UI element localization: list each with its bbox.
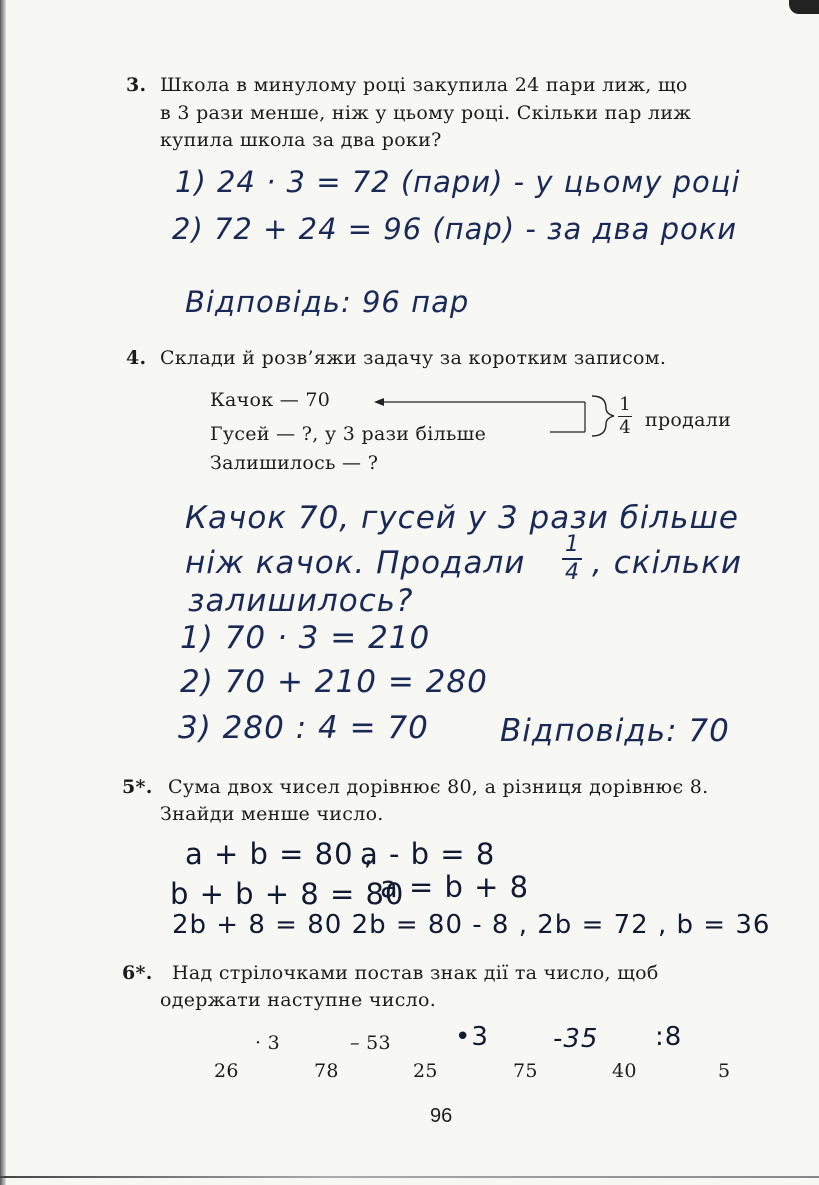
fraction-numerator: 1 xyxy=(619,394,631,415)
task4-number: 4. xyxy=(126,347,147,369)
task4-hw-condition-line3: залишилось? xyxy=(188,583,414,619)
task6-chain-number: 78 xyxy=(314,1060,339,1082)
task4-prompt: Склади й розв’яжи задачу за коротким записом. xyxy=(160,347,667,369)
task4-hw-condition-line2a: ніж качок. Продали xyxy=(185,545,526,581)
task4-solution-step1: 1) 70 · 3 = 210 xyxy=(180,620,431,656)
task4-scheme-arrows xyxy=(370,390,620,450)
task6-chain-number: 26 xyxy=(214,1060,239,1082)
task4-hw-condition-line1: Качок 70, гусей у 3 рази більше xyxy=(185,500,739,536)
task6-op-hw-1: •3 xyxy=(455,1022,489,1052)
task4-scheme-remaining: Залишилось — ? xyxy=(210,452,379,474)
task4-sold-label: продали xyxy=(645,409,732,431)
task4-answer: Відповідь: 70 xyxy=(500,713,730,749)
task6-op-hw-2: -35 xyxy=(553,1024,599,1054)
task6-op-printed-1: · 3 xyxy=(255,1032,281,1054)
task6-number: 6*. xyxy=(122,962,153,984)
task4-scheme-ducks: Качок — 70 xyxy=(210,389,331,411)
hw-fraction-numerator: 1 xyxy=(565,532,579,557)
scan-bottom-edge xyxy=(0,1176,819,1178)
task5-number: 5*. xyxy=(122,776,153,798)
task4-hw-fraction xyxy=(562,534,582,584)
task5-hw-substitution: b + b + 8 = 80 xyxy=(170,877,405,911)
task5-text-line2: Знайди менше число. xyxy=(160,803,384,825)
scan-corner-shadow xyxy=(789,0,819,14)
task5-hw-equation2: a - b = 8 xyxy=(360,837,496,871)
task6-chain-number: 75 xyxy=(513,1060,538,1082)
task3-number: 3. xyxy=(126,74,147,96)
task5-hw-express-a: a = b + 8 xyxy=(380,870,530,904)
task3-answer: Відповідь: 96 пар xyxy=(185,285,470,319)
task6-op-hw-3: :8 xyxy=(655,1022,683,1052)
task6-op-printed-2: – 53 xyxy=(350,1032,391,1054)
task3-text-line3: купила школа за два роки? xyxy=(160,129,442,151)
task6-chain-number: 25 xyxy=(413,1060,438,1082)
task4-hw-condition-line2b: , скільки xyxy=(592,545,743,581)
task4-solution-step3: 3) 280 : 4 = 70 xyxy=(178,710,429,746)
task3-text-line1: Школа в минулому році закупила 24 пари лиж, що xyxy=(160,74,688,96)
task6-chain-number: 40 xyxy=(612,1060,637,1082)
task6-chain-number: 5 xyxy=(718,1060,731,1082)
task6-text-line2: одержати наступне число. xyxy=(160,989,437,1011)
task5-hw-solution: 2b + 8 = 80 2b = 80 - 8 , 2b = 72 , b = 36 xyxy=(172,910,771,940)
task5-text-line1: Сума двох чисел дорівнює 80, а різниця дорівнює 8. xyxy=(168,776,709,798)
task3-solution-step2: 2) 72 + 24 = 96 (пар) - за два роки xyxy=(172,212,738,246)
task3-solution-step1: 1) 24 · 3 = 72 (пари) - у цьому році xyxy=(175,165,741,199)
page-binding-edge xyxy=(0,0,6,1185)
task3-text-line2: в 3 рази менше, ніж у цьому році. Скільки пар лиж xyxy=(160,102,692,124)
task4-fraction-sold xyxy=(618,395,632,438)
fraction-denominator: 4 xyxy=(619,417,631,438)
task5-hw-equation1: a + b = 80 , xyxy=(185,837,374,871)
task6-text-line1: Над стрілочками постав знак дії та число, щоб xyxy=(172,962,659,984)
hw-fraction-denominator: 4 xyxy=(565,560,579,585)
task4-solution-step2: 2) 70 + 210 = 280 xyxy=(180,664,488,700)
page-number: 96 xyxy=(430,1105,453,1127)
task4-scheme-geese: Гусей — ?, у 3 рази більше xyxy=(210,423,487,445)
